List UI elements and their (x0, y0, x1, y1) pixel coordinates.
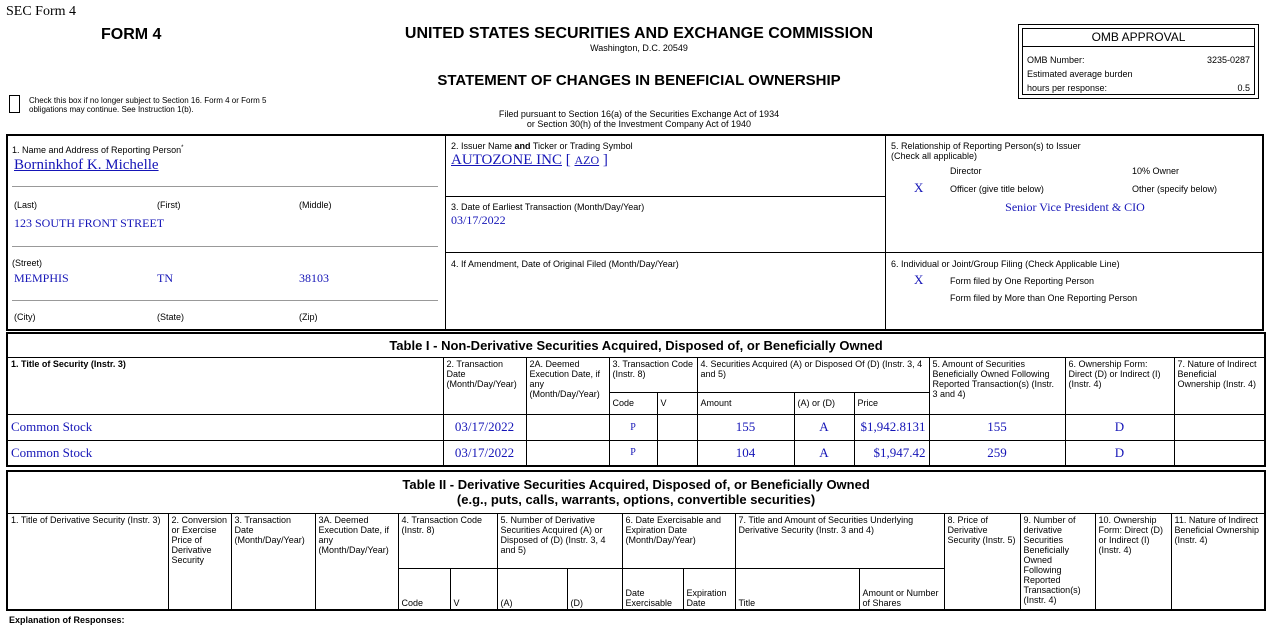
t1-r1-v (657, 414, 697, 440)
name-underline (12, 186, 438, 187)
zip-value: 38103 (299, 271, 329, 285)
t2-sub-d: (D) (567, 568, 622, 610)
omb-title: OMB APPROVAL (1023, 29, 1254, 47)
no-longer-subject-checkbox[interactable] (9, 95, 20, 113)
t1-col-owned: 5. Amount of Securities Beneficially Owned Following Reported Transaction(s) (Instr. 3 and 4) (929, 357, 1065, 414)
bracket-close: ] (602, 152, 608, 168)
t1-sub-price: Price (854, 392, 929, 414)
more-persons-label: Form filed by More than One Reporting Person (950, 293, 1138, 303)
first-label: (First) (157, 200, 181, 210)
form-title: FORM 4 (101, 26, 162, 43)
table-1-title: Table I - Non-Derivative Securities Acquired, Disposed of, or Beneficially Owned (7, 333, 1265, 357)
explanation-label: Explanation of Responses: (9, 615, 125, 625)
t2-col-owned: 9. Number of derivative Securities Beneficially Owned Following Reported Transaction(s) (Instr. 4) (1020, 513, 1095, 610)
t1-col-code: 3. Transaction Code (Instr. 8) (609, 357, 697, 392)
t2-col-number: 5. Number of Derivative Securities Acquired (A) or Disposed of (D) (Instr. 3, 4 and 5) (497, 513, 622, 568)
box2-label: 2. Issuer Name and Ticker or Trading Symbol (451, 141, 633, 151)
t2-col-price: 8. Price of Derivative Security (Instr. 5) (944, 513, 1020, 610)
omb-burden-label: Estimated average burden (1027, 69, 1133, 79)
table-row (7, 414, 1265, 440)
t1-r1-nature (1174, 414, 1265, 440)
middle-label: (Middle) (299, 200, 332, 210)
t1-r2-form: D (1065, 440, 1174, 466)
omb-number: 3235-0287 (1206, 55, 1250, 65)
agency-address: Washington, D.C. 20549 (590, 43, 688, 53)
t1-r1-deemed (526, 414, 609, 440)
city-value: MEMPHIS (14, 271, 69, 285)
table-2-title (7, 471, 1265, 513)
omb-hours-label: hours per response: (1027, 83, 1108, 93)
divider-4 (446, 252, 1264, 253)
t1-sub-code: Code (609, 392, 657, 414)
officer-label: Officer (give title below) (950, 184, 1044, 194)
state-value: TN (157, 271, 173, 285)
street-label: (Street) (12, 258, 43, 268)
issuer-line (451, 152, 608, 169)
omb-burden: 0.5 (1237, 83, 1250, 93)
state-label: (State) (157, 312, 185, 322)
officer-x-mark: X (914, 180, 924, 195)
sec-form-label: SEC Form 4 (6, 4, 77, 19)
t1-r2-amount: 104 (697, 440, 794, 466)
city-label: (City) (14, 312, 36, 322)
t2-col-underlying: 7. Title and Amount of Securities Underlying Derivative Security (Instr. 3 and 4) (735, 513, 944, 568)
t2-sub-title: Title (735, 568, 859, 610)
t1-r1-form: D (1065, 414, 1174, 440)
t1-col-acquired: 4. Securities Acquired (A) or Disposed Of (D) (Instr. 3, 4 and 5) (697, 357, 929, 392)
t2-sub-v: V (450, 568, 497, 610)
t2-sub-amount: Amount or Number of Shares (859, 568, 944, 610)
divider-3 (446, 196, 886, 197)
box3-label: 3. Date of Earliest Transaction (Month/Day/Year) (451, 202, 645, 212)
box4-label: 4. If Amendment, Date of Original Filed (Month/Day/Year) (451, 259, 679, 269)
table-2-title-line1: Table II - Derivative Securities Acquired, Disposed of, or Beneficially Owned (402, 477, 870, 493)
reporting-person-link[interactable]: Borninkhof K. Michelle (14, 157, 159, 173)
t2-sub-date-exercisable: Date Exercisable (622, 568, 683, 610)
ticker-link[interactable]: AZO (574, 153, 600, 167)
table-2-title-line2: (e.g., puts, calls, warrants, options, convertible securities) (456, 492, 816, 508)
filed-line-2: or Section 30(h) of the Investment Company Act of 1940 (526, 119, 752, 129)
one-person-x-mark: X (914, 272, 924, 287)
checkbox-instruction: Check this box if no longer subject to Section 16. Form 4 or Form 5 obligations may continue. See Instruction 1(b). (29, 96, 267, 114)
omb-approval-box (1018, 24, 1259, 99)
t1-col-form: 6. Ownership Form: Direct (D) or Indirect (I) (Instr. 4) (1065, 357, 1174, 414)
box1-label: 1. Name and Address of Reporting Person* (12, 145, 184, 155)
street-value: 123 SOUTH FRONT STREET (14, 216, 165, 230)
omb-inner-box (1022, 28, 1255, 95)
t1-r2-owned: 259 (929, 440, 1065, 466)
t1-sub-v: V (657, 392, 697, 414)
t2-col-nature: 11. Nature of Indirect Beneficial Ownership (Instr. 4) (1171, 513, 1265, 610)
t2-col-conversion: 2. Conversion or Exercise Price of Derivative Security (168, 513, 231, 610)
t2-col-code: 4. Transaction Code (Instr. 8) (398, 513, 497, 568)
table-2 (6, 470, 1266, 611)
issuer-link[interactable]: AUTOZONE INC (451, 152, 562, 168)
t1-r1-aord: A (794, 414, 854, 440)
t1-r1-code: P (609, 414, 657, 440)
ten-pct-owner-label: 10% Owner (1132, 166, 1180, 176)
zip-label: (Zip) (299, 312, 318, 322)
t1-sub-aord: (A) or (D) (794, 392, 854, 414)
table-row (7, 440, 1265, 466)
filed-pursuant (380, 109, 898, 129)
other-label: Other (specify below) (1132, 184, 1218, 194)
statement-title: STATEMENT OF CHANGES IN BENEFICIAL OWNERSHIP (437, 72, 841, 89)
director-label: Director (950, 166, 982, 176)
t1-r2-v (657, 440, 697, 466)
t1-r2-code: P (609, 440, 657, 466)
t1-r2-deemed (526, 440, 609, 466)
t2-col-date: 3. Transaction Date (Month/Day/Year) (231, 513, 315, 610)
t1-r2-title: Common Stock (7, 440, 443, 466)
t2-sub-expiration: Expiration Date (683, 568, 735, 610)
t1-r1-amount: 155 (697, 414, 794, 440)
t2-col-exercisable: 6. Date Exercisable and Expiration Date (Month/Day/Year) (622, 513, 735, 568)
t1-r1-date: 03/17/2022 (443, 414, 526, 440)
last-label: (Last) (14, 200, 38, 210)
t2-sub-a: (A) (497, 568, 567, 610)
t1-r2-aord: A (794, 440, 854, 466)
bracket-open: [ (565, 152, 571, 168)
t1-col-nature: 7. Nature of Indirect Beneficial Ownership (Instr. 4) (1174, 357, 1265, 414)
one-person-label: Form filed by One Reporting Person (950, 276, 1095, 286)
t1-r2-date: 03/17/2022 (443, 440, 526, 466)
divider-2 (885, 135, 886, 330)
t1-r1-owned: 155 (929, 414, 1065, 440)
street-underline (12, 246, 438, 247)
officer-title: Senior Vice President & CIO (1005, 200, 1145, 214)
t1-sub-amount: Amount (697, 392, 794, 414)
divider-1 (445, 135, 446, 330)
t2-col-deemed: 3A. Deemed Execution Date, if any (Month/Day/Year) (315, 513, 398, 610)
t1-r2-price: $1,947.42 (854, 440, 929, 466)
earliest-transaction-date: 03/17/2022 (451, 213, 506, 227)
t1-r1-title: Common Stock (7, 414, 443, 440)
t1-col-date: 2. Transaction Date (Month/Day/Year) (443, 357, 526, 414)
t2-sub-code: Code (398, 568, 450, 610)
city-underline (12, 300, 438, 301)
t1-col-title: 1. Title of Security (Instr. 3) (7, 357, 443, 414)
t2-col-form: 10. Ownership Form: Direct (D) or Indirect (I) (Instr. 4) (1095, 513, 1171, 610)
omb-number-label: OMB Number: (1027, 55, 1085, 65)
agency-name: UNITED STATES SECURITIES AND EXCHANGE COMMISSION (404, 25, 874, 42)
box5-label: 5. Relationship of Reporting Person(s) to Issuer (Check all applicable) (891, 141, 1081, 161)
t1-col-deemed: 2A. Deemed Execution Date, if any (Month/Day/Year) (526, 357, 609, 414)
t1-r2-nature (1174, 440, 1265, 466)
table-1 (6, 332, 1266, 467)
box6-label: 6. Individual or Joint/Group Filing (Check Applicable Line) (891, 259, 1120, 269)
filed-line-1: Filed pursuant to Section 16(a) of the Securities Exchange Act of 1934 (498, 109, 780, 119)
t1-r1-price: $1,942.8131 (854, 414, 929, 440)
t2-col-title: 1. Title of Derivative Security (Instr. 3) (7, 513, 168, 610)
